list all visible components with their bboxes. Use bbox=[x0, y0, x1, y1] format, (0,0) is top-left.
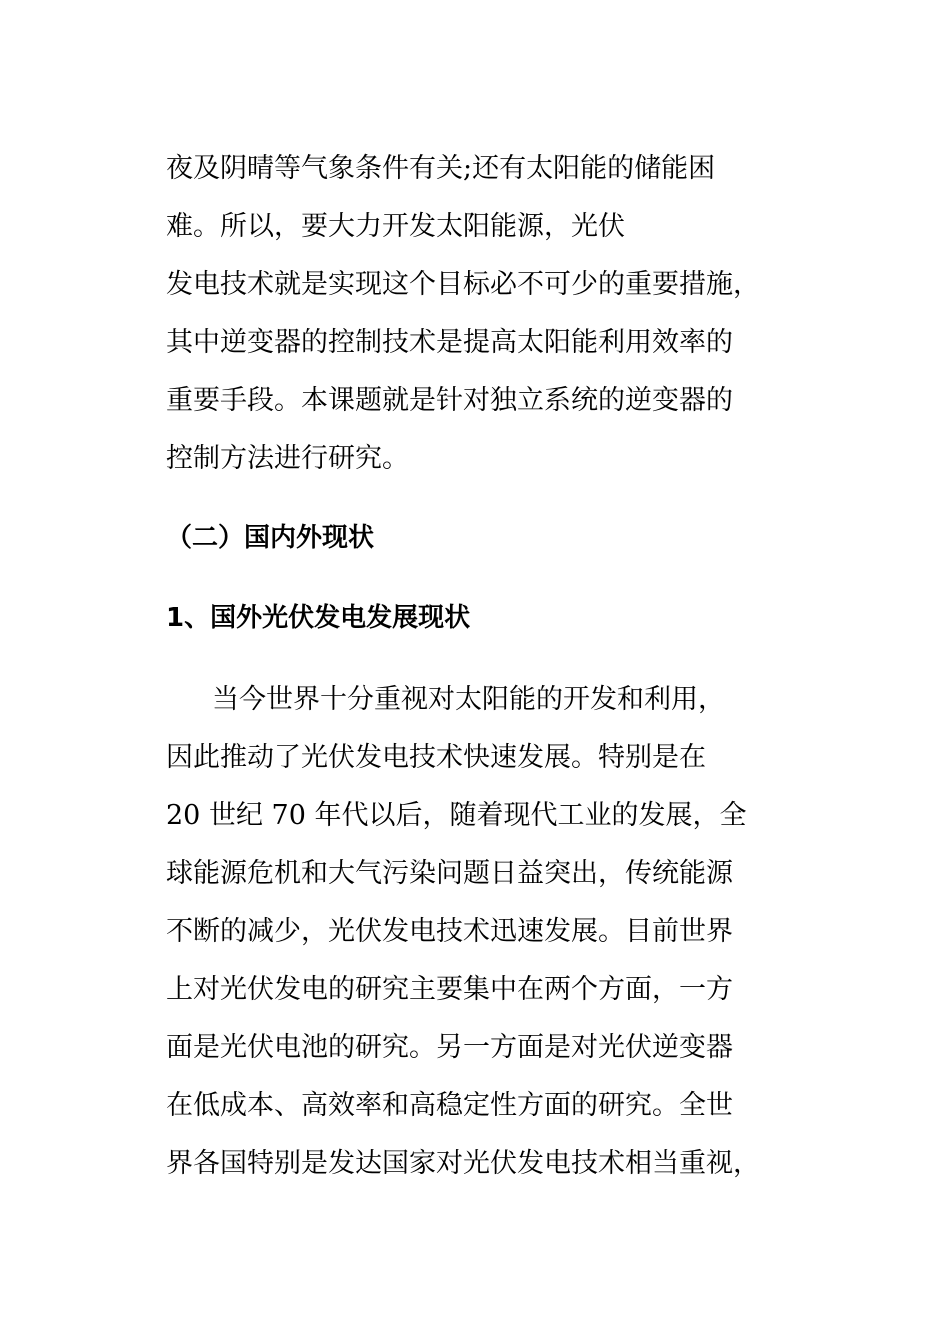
paragraph1-line-2: 难。所以，要大力开发太阳能源，光伏 bbox=[166, 211, 625, 242]
paragraph1-line-3: 发电技术就是实现这个目标必不可少的重要措施， bbox=[166, 269, 760, 300]
paragraph2-line-7: 面是光伏电池的研究。另一方面是对光伏逆变器 bbox=[166, 1032, 733, 1063]
paragraph2-line-6: 上对光伏发电的研究主要集中在两个方面，一方 bbox=[166, 974, 733, 1005]
paragraph2-line-4: 球能源危机和大气污染问题日益突出，传统能源 bbox=[166, 858, 733, 889]
section-heading: （二）国内外现状 bbox=[166, 523, 375, 553]
subsection-heading: 1、国外光伏发电发展现状 bbox=[166, 603, 471, 633]
paragraph2-line-5: 不断的减少，光伏发电技术迅速发展。目前世界 bbox=[166, 916, 733, 947]
paragraph2-line-9: 界各国特别是发达国家对光伏发电技术相当重视， bbox=[166, 1148, 760, 1179]
paragraph1-line-5: 重要手段。本课题就是针对独立系统的逆变器的 bbox=[166, 385, 733, 416]
paragraph2-line-8: 在低成本、高效率和高稳定性方面的研究。全世 bbox=[166, 1090, 733, 1121]
paragraph1-line-6: 控制方法进行研究。 bbox=[166, 443, 409, 474]
paragraph1-line-4: 其中逆变器的控制技术是提高太阳能利用效率的 bbox=[166, 327, 733, 358]
paragraph2-line-3: 20 世纪 70 年代以后，随着现代工业的发展，全 bbox=[166, 800, 747, 831]
paragraph2-line-1: 当今世界十分重视对太阳能的开发和利用， bbox=[212, 684, 725, 715]
paragraph2-line-2: 因此推动了光伏发电技术快速发展。特别是在 bbox=[166, 742, 706, 773]
paragraph1-line-1: 夜及阴晴等气象条件有关;还有太阳能的储能困 bbox=[166, 153, 716, 184]
